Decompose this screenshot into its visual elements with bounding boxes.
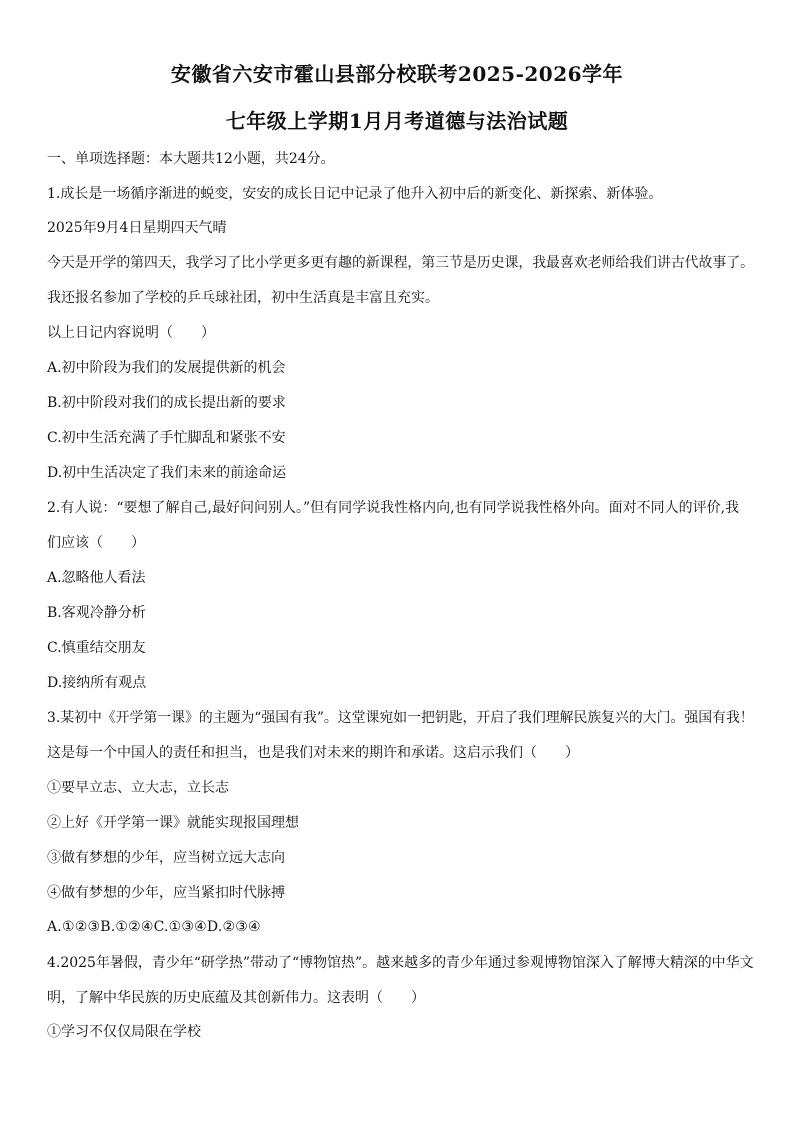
question-4-stem-line-2: 明，了解中华民族的历史底蕴及其创新伟力。这表明（ ） bbox=[47, 990, 425, 1006]
diary-text-line-2: 我还报名参加了学校的乒乓球社团，初中生活真是丰富且充实。 bbox=[47, 290, 439, 306]
question-2-option-b: B.客观冷静分析 bbox=[47, 605, 146, 621]
diary-text-line-1: 今天是开学的第四天，我学习了比小学更多更有趣的新课程，第三节是历史课，我最喜欢老师给我们讲古代故事了。 bbox=[47, 255, 755, 271]
question-3-statement-1: ①要早立志、立大志，立长志 bbox=[47, 780, 229, 796]
question-1-option-c: C.初中生活充满了手忙脚乱和紧张不安 bbox=[47, 430, 286, 446]
question-3-options: A.①②③B.①②④C.①③④D.②③④ bbox=[47, 919, 261, 935]
question-1-option-a: A.初中阶段为我们的发展提供新的机会 bbox=[47, 360, 286, 376]
question-2-stem-line-1: 2.有人说：“要想了解自己,最好问问别人。”但有同学说我性格内向,也有同学说我性格外向。面对不同人的评价,我 bbox=[47, 500, 740, 516]
question-2-option-a: A.忽略他人看法 bbox=[47, 570, 146, 586]
question-3-statement-3: ③做有梦想的少年，应当树立远大志向 bbox=[47, 850, 285, 866]
question-2-option-d: D.接纳所有观点 bbox=[47, 675, 147, 691]
question-2-stem-line-2: 们应该（ ） bbox=[47, 535, 145, 551]
question-3-stem-line-1: 3.某初中《开学第一课》的主题为“强国有我”。这堂课宛如一把钥匙，开启了我们理解民族复兴的大门。强国有我！ bbox=[47, 710, 754, 726]
question-1-prompt: 以上日记内容说明（ ） bbox=[47, 325, 215, 341]
question-3-statement-4: ④做有梦想的少年，应当紧扣时代脉搏 bbox=[47, 885, 285, 901]
question-3-stem-line-2: 这是每一个中国人的责任和担当，也是我们对未来的期许和承诺。这启示我们（ ） bbox=[47, 745, 579, 761]
section-heading: 一、单项选择题：本大题共12小题，共24分。 bbox=[47, 151, 335, 167]
question-1-option-d: D.初中生活决定了我们未来的前途命运 bbox=[47, 465, 287, 481]
question-4-statement-1: ①学习不仅仅局限在学校 bbox=[47, 1024, 201, 1040]
question-1-stem: 1.成长是一场循序渐进的蜕变，安安的成长日记中记录了他升入初中后的新变化、新探索、新体验。 bbox=[47, 186, 663, 202]
question-2-option-c: C.慎重结交朋友 bbox=[47, 640, 146, 656]
question-4-stem-line-1: 4.2025年暑假，青少年“研学热”带动了“博物馆热”。越来越多的青少年通过参观博物馆深入了解博大精深的中华文 bbox=[47, 955, 754, 971]
question-1-option-b: B.初中阶段对我们的成长提出新的要求 bbox=[47, 395, 286, 411]
exam-title-line-2: 七年级上学期1月月考道德与法治试题 bbox=[225, 109, 569, 133]
question-3-statement-2: ②上好《开学第一课》就能实现报国理想 bbox=[47, 815, 299, 831]
diary-date-line: 2025年9月4日星期四天气晴 bbox=[47, 220, 227, 236]
exam-title-line-1: 安徽省六安市霍山县部分校联考2025-2026学年 bbox=[170, 62, 624, 86]
